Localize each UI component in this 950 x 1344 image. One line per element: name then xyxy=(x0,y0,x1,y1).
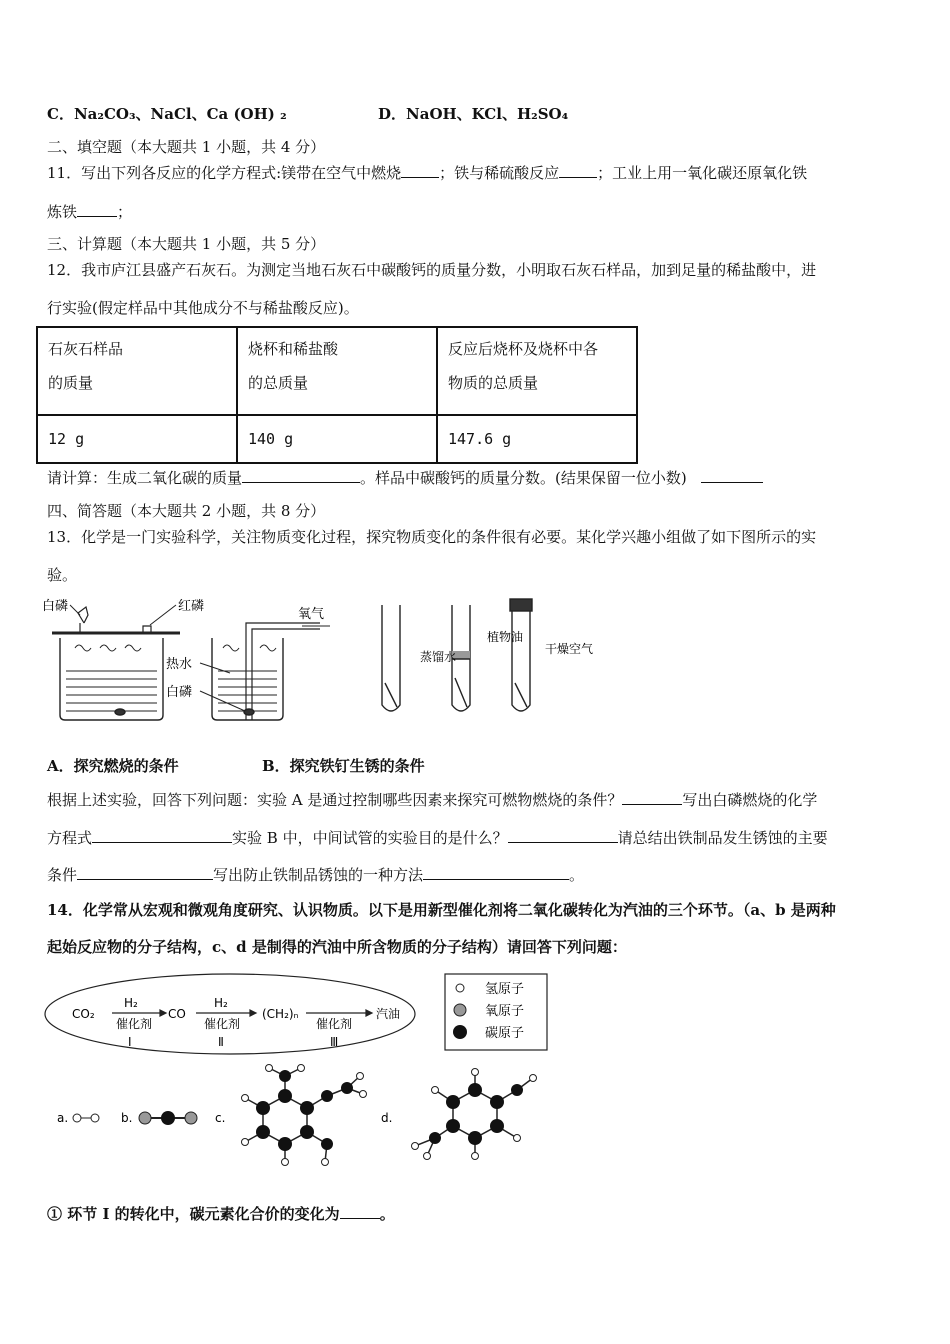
label-dry-air: 干燥空气 xyxy=(545,642,594,656)
pointer-line xyxy=(200,663,230,673)
label-d: d. xyxy=(381,1111,393,1125)
h-atom xyxy=(91,1114,99,1122)
q12-calc-a: 请计算：生成二氧化碳的质量 xyxy=(47,469,243,487)
q11-line1 xyxy=(47,162,807,183)
beaker-a1 xyxy=(52,607,180,720)
q13-p3-a: 条件 xyxy=(47,866,78,884)
caption-b: B．探究铁钉生锈的条件 xyxy=(262,757,425,775)
q13-p3-b: 写出防止铁制品锈蚀的一种方法 xyxy=(213,866,424,884)
header-text: 的质量 xyxy=(48,374,94,392)
pointer-line xyxy=(70,605,80,615)
answer-blank[interactable] xyxy=(701,468,763,483)
h2-label: H₂ xyxy=(214,996,228,1010)
answer-blank[interactable] xyxy=(559,163,597,178)
q13-p2-b: 实验 B 中，中间试管的实验目的是什么？ xyxy=(232,829,508,847)
label-distilled: 蒸馏水 xyxy=(420,650,457,664)
option-d: D．NaOH、KCl、H₂SO₄ xyxy=(378,105,569,123)
table-row xyxy=(37,415,637,463)
molecule-d-carbons xyxy=(429,1083,523,1145)
legend-o: 氧原子 xyxy=(485,1004,525,1019)
h2-label: H₂ xyxy=(124,996,138,1010)
header-text: 的总质量 xyxy=(248,374,309,392)
q14-sub1 xyxy=(47,1203,395,1224)
answer-blank[interactable] xyxy=(77,865,213,880)
beaker-a2 xyxy=(212,623,320,720)
q11-text-c: ；工业上用一氧化碳还原氧化铁 xyxy=(597,164,808,182)
gasoline-label: 汽油 xyxy=(376,1007,401,1021)
label-a: a. xyxy=(57,1111,69,1125)
label-oil: 植物油 xyxy=(487,630,524,644)
process-arrows xyxy=(112,1010,372,1016)
q13-p3 xyxy=(47,864,584,885)
pointer-line xyxy=(200,691,245,711)
catalyst-label: 催化剂 xyxy=(204,1017,241,1031)
section2-title: 二、填空题（本大题共 1 小题，共 4 分） xyxy=(47,138,326,156)
table-cell: 12 g xyxy=(37,415,237,463)
q13-p2 xyxy=(47,827,828,848)
co2-label: CO₂ xyxy=(72,1007,95,1021)
q13-p1-b: 写出白磷燃烧的化学 xyxy=(682,791,818,809)
answer-blank[interactable] xyxy=(242,468,360,483)
header-text: 物质的总质量 xyxy=(448,374,539,392)
answer-blank[interactable] xyxy=(340,1204,380,1219)
molecule-c-carbons xyxy=(256,1070,353,1151)
q11-text-d: 炼铁 xyxy=(47,203,78,221)
header-text: 反应后烧杯及烧杯中各 xyxy=(448,340,599,358)
q11-text-b: ；铁与稀硫酸反应 xyxy=(439,164,560,182)
experiment-figure xyxy=(40,593,600,728)
q11-text-e: ； xyxy=(117,203,133,221)
ch2n-label: (CH₂)ₙ xyxy=(262,1007,299,1021)
data-table xyxy=(36,326,638,464)
molecule-c xyxy=(245,1068,363,1162)
catalyst-label: 催化剂 xyxy=(116,1017,153,1031)
q12-line2: 行实验(假定样品中其他成分不与稀盐酸反应)。 xyxy=(47,299,359,317)
q12-line1: 12．我市庐江县盛产石灰石。为测定当地石灰石中碳酸钙的质量分数，小明取石灰石样品，加到足量的稀盐酸中，进 xyxy=(47,261,817,279)
molecule-d-hydrogens xyxy=(412,1069,537,1160)
table-cell: 140 g xyxy=(237,415,437,463)
legend-c: 碳原子 xyxy=(485,1026,525,1041)
step1-label: Ⅰ xyxy=(128,1035,132,1049)
q13-line2: 验。 xyxy=(47,566,78,584)
step3-label: Ⅲ xyxy=(330,1035,339,1049)
co-label: CO xyxy=(168,1007,186,1021)
q13-p3-c: 。 xyxy=(569,866,585,884)
table-cell: 147.6 g xyxy=(437,415,637,463)
label-white-p2: 白磷 xyxy=(166,685,193,700)
header-text: 石灰石样品 xyxy=(48,340,124,358)
process-text xyxy=(72,996,400,1049)
q13-p1-a: 根据上述实验，回答下列问题：实验 A 是通过控制哪些因素来探究可燃物燃烧的条件？ xyxy=(47,791,623,809)
legend-h: 氢原子 xyxy=(485,982,525,997)
process-ellipse xyxy=(45,974,415,1054)
answer-blank[interactable] xyxy=(423,865,569,880)
carbon-atom-icon xyxy=(453,1025,467,1039)
q14-line2: 起始反应物的分子结构，c、d 是制得的汽油中所含物质的分子结构）请回答下列问题： xyxy=(47,938,627,956)
answer-blank[interactable] xyxy=(77,202,117,217)
q11-text-a: 11．写出下列各反应的化学方程式:镁带在空气中燃烧 xyxy=(47,164,402,182)
table-header-cell xyxy=(237,327,437,415)
oxygen-atom-icon xyxy=(454,1004,466,1016)
table-header-cell xyxy=(437,327,637,415)
label-oxygen: 氧气 xyxy=(298,607,325,622)
h-atom xyxy=(73,1114,81,1122)
molecule-figure xyxy=(55,1060,555,1175)
q11-line2 xyxy=(47,201,132,222)
q12-calc-b: 。样品中碳酸钙的质量分数。(结果保留一位小数) xyxy=(360,469,687,487)
q13-line1: 13．化学是一门实验科学，关注物质变化过程，探究物质变化的条件很有必要。某化学兴趣小组做了如下图所示的实 xyxy=(47,528,817,546)
option-c: C．Na₂CO₃、NaCl、Ca (OH) ₂ xyxy=(47,105,287,123)
q14-line1: 14．化学常从宏观和微观角度研究、认识物质。以下是用新型催化剂将二氧化碳转化为汽油的三个环节。（a、b 是两种 xyxy=(47,901,836,919)
q12-calc xyxy=(47,467,763,488)
answer-blank[interactable] xyxy=(622,790,682,805)
answer-blank[interactable] xyxy=(401,163,439,178)
label-white-p: 白磷 xyxy=(42,599,69,614)
label-red-p: 红磷 xyxy=(178,599,205,614)
section3-title: 三、计算题（本大题共 1 小题，共 5 分） xyxy=(47,235,326,253)
caption-a: A．探究燃烧的条件 xyxy=(47,757,179,775)
o-atom xyxy=(139,1112,151,1124)
section4-title: 四、简答题（本大题共 2 小题，共 8 分） xyxy=(47,502,326,520)
label-hot-water: 热水 xyxy=(166,657,193,672)
o-atom xyxy=(185,1112,197,1124)
answer-blank[interactable] xyxy=(508,828,618,843)
hydrogen-atom-icon xyxy=(456,984,464,992)
tube-labels xyxy=(420,629,593,664)
table-header-cell xyxy=(37,327,237,415)
label-c: c. xyxy=(215,1111,226,1125)
test-tubes xyxy=(382,599,532,711)
pointer-line xyxy=(150,605,176,625)
q13-p1 xyxy=(47,789,817,810)
c-atom xyxy=(161,1111,175,1125)
table-header-row xyxy=(37,327,637,415)
header-text: 烧杯和稀盐酸 xyxy=(248,340,339,358)
step2-label: Ⅱ xyxy=(218,1035,224,1049)
molecule-c-hydrogens xyxy=(242,1065,367,1166)
answer-blank[interactable] xyxy=(92,828,232,843)
q13-p2-c: 请总结出铁制品发生锈蚀的主要 xyxy=(617,829,828,847)
label-b: b. xyxy=(121,1111,133,1125)
q14-sub1-a: ① 环节 I 的转化中，碳元素化合价的变化为 xyxy=(47,1205,340,1223)
catalyst-label: 催化剂 xyxy=(316,1017,353,1031)
q13-p2-a: 方程式 xyxy=(47,829,93,847)
q14-sub1-b: 。 xyxy=(379,1205,395,1223)
